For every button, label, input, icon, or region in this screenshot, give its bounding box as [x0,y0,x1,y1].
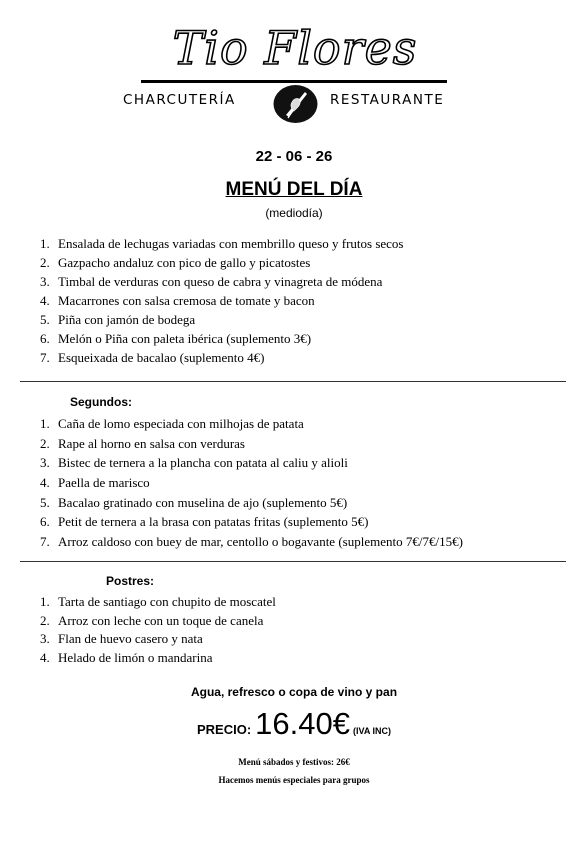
item-text: Gazpacho andaluz con pico de gallo y picatostes [58,255,311,270]
primeros-list [35,234,403,367]
weekend-price-note: Menú sábados y festivos: 26€ [238,757,350,767]
section-divider [20,561,566,562]
item-number: 1. [40,594,50,609]
item-number: 3. [40,274,50,289]
item-text: Helado de limón o mandarina [58,649,213,665]
item-text: Flan de huevo casero y nata [58,631,203,646]
item-text: Paella de marisco [58,475,150,491]
groups-note: Hacemos menús especiales para grupos [218,775,370,785]
item-text: Bacalao gratinado con muselina de ajo (suplemento 5€) [58,494,348,510]
item-number: 1. [40,416,50,431]
menu-date: 22 - 06 - 26 [255,148,333,165]
price-tax-note: (IVA INC) [353,726,391,736]
item-text: Bistec de ternera a la plancha con patata al caliu y alioli [58,455,348,471]
price-row [0,706,588,742]
list-item [35,612,276,631]
list-item [35,291,403,310]
item-text: Tarta de santiago con chupito de moscatel [58,594,276,609]
item-number: 2. [40,612,50,628]
item-text: Esqueixada de bacalao (suplemento 4€) [58,350,265,365]
item-text: Piña con jamón de bodega [58,312,196,327]
item-number: 7. [40,534,50,550]
drinks-included: Agua, refresco o copa de vino y pan [190,685,398,699]
postres-list [35,593,276,667]
item-text: Macarrones con salsa cremosa de tomate y bacon [58,293,315,308]
item-number: 2. [40,255,50,270]
postres-heading: Postres: [106,574,155,588]
list-item [35,512,463,532]
item-text: Arroz caldoso con buey de mar, centollo o bogavante (suplemento 7€/7€/15€) [58,534,463,550]
item-text: Petit de ternera a la brasa con patatas fritas (suplemento 5€) [58,514,369,530]
list-item [35,649,276,668]
price-label: PRECIO: [197,722,252,737]
segundos-list [35,414,463,552]
list-item [35,473,463,493]
list-item [35,453,463,473]
list-item [35,234,403,253]
list-item [35,532,463,552]
list-item [35,272,403,291]
brand-tag-restaurante: RESTAURANTE [330,92,445,108]
item-number: 1. [40,236,50,251]
brand-name: Tio Flores [172,21,418,75]
item-number: 6. [40,331,50,346]
list-item [35,593,276,612]
list-item [35,253,403,272]
item-number: 2. [40,435,50,451]
list-item [35,434,463,454]
brand-tag-charcuteria: CHARCUTERÍA [123,92,236,108]
item-text: Melón o Piña con paleta ibérica (suplemento 3€) [58,331,312,346]
section-divider [20,381,566,382]
menu-title: MENÚ DEL DÍA [225,179,363,200]
item-text: Arroz con leche con un toque de canela [58,612,264,628]
item-number: 6. [40,514,50,530]
item-text: Rape al horno en salsa con verduras [58,435,245,451]
chef-knife-hand-icon [272,84,319,124]
item-text: Caña de lomo especiada con milhojas de patata [58,416,304,431]
item-number: 4. [40,293,50,308]
item-number: 5. [40,312,50,327]
list-item [35,310,403,329]
item-text: Ensalada de lechugas variadas con membrillo queso y frutos secos [58,236,404,251]
item-number: 3. [40,631,50,646]
item-number: 4. [40,649,50,665]
list-item [35,414,463,434]
menu-subtitle: (mediodía) [265,206,323,220]
item-number: 4. [40,475,50,491]
brand-underline [141,80,447,83]
item-number: 3. [40,455,50,471]
list-item [35,348,403,367]
list-item [35,329,403,348]
list-item [35,493,463,513]
segundos-heading: Segundos: [70,395,132,409]
item-number: 7. [40,350,50,365]
list-item [35,630,276,649]
item-number: 5. [40,494,50,510]
price-value: 16.40€ [255,706,350,741]
item-text: Timbal de verduras con queso de cabra y vinagreta de módena [58,274,383,289]
